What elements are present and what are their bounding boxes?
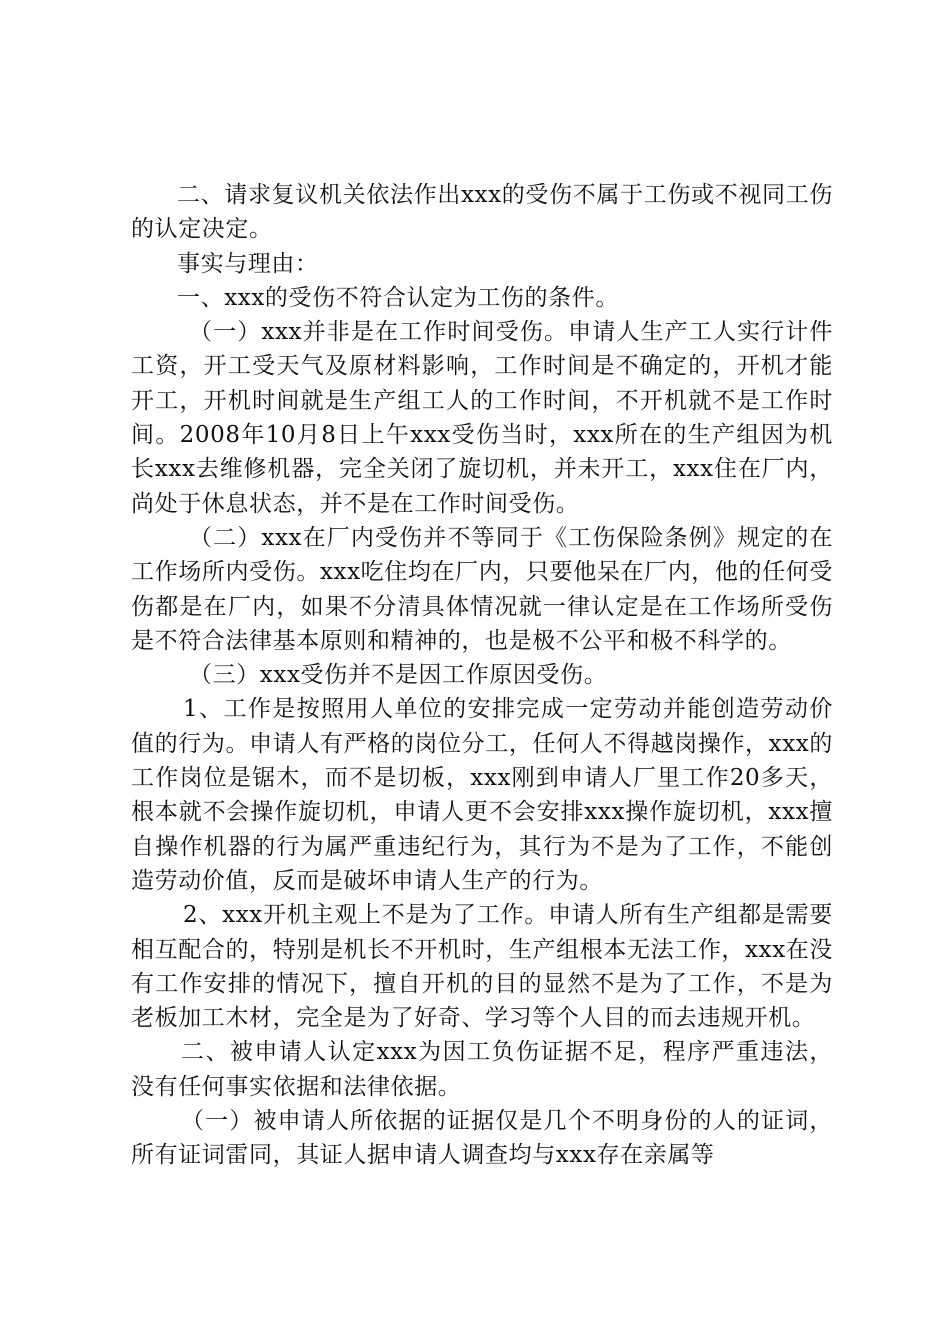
paragraph-facts-heading: 事实与理由： [177, 250, 319, 277]
paragraph-section-2-item-1: （一）被申请人所依据的证据仅是几个不明身份的人的证词，所有证词雷同，其证人据申请人调查均与xxx存在亲属等 [131, 1108, 833, 1169]
paragraph-section-1-item-1: （一）xxx并非是在工作时间受伤。申请人生产工人实行计件工资，开工受天气及原材料影响，工作时间是不确定的，开机才能开工，开机时间就是生产组工人的工作时间，不开机就不是工作时间。2008年10月8日上午xxx受伤当时，xxx所在的生产组因为机长xxx去维修机器，完全关闭了旋切机，并未开工，xxx住在厂内，尚处于休息状态，并不是在工作时间受伤。 [131, 319, 833, 517]
document-body [131, 178, 833, 1173]
paragraph-request-2: 二、请求复议机关依法作出xxx的受伤不属于工伤或不视同工伤的认定决定。 [131, 182, 833, 243]
paragraph-section-2-heading: 二、被申请人认定xxx为因工负伤证据不足，程序严重违法，没有任何事实依据和法律依据。 [131, 1039, 833, 1100]
paragraph-section-1-item-2: （二）xxx在厂内受伤并不等同于《工伤保险条例》规定的在工作场所内受伤。xxx吃住均在厂内，只要他呆在厂内，他的任何受伤都是在厂内，如果不分清具体情况就一律认定是在工作场所受伤是不符合法律基本原则和精神的，也是极不公平和极不科学的。 [131, 524, 833, 654]
paragraph-section-1-item-3: （三）xxx受伤并不是因工作原因受伤。 [189, 662, 608, 689]
paragraph-point-2: 2、xxx开机主观上不是为了工作。申请人所有生产组都是需要相互配合的，特别是机长不开机时，生产组根本无法工作，xxx在没有工作安排的情况下，擅自开机的目的显然不是为了工作，不是为老板加工木材，完全是为了好奇、学习等个人目的而去违规开机。 [131, 902, 833, 1032]
paragraph-point-1: 1、工作是按照用人单位的安排完成一定劳动并能创造劳动价值的行为。申请人有严格的岗位分工，任何人不得越岗操作，xxx的工作岗位是锯木，而不是切板，xxx刚到申请人厂里工作20多天，根本就不会操作旋切机，申请人更不会安排xxx操作旋切机，xxx擅自操作机器的行为属严重违纪行为，其行为不是为了工作，不能创造劳动价值，反而是破坏申请人生产的行为。 [131, 696, 833, 894]
paragraph-section-1-heading: 一、xxx的受伤不符合认定为工伤的条件。 [177, 284, 619, 311]
